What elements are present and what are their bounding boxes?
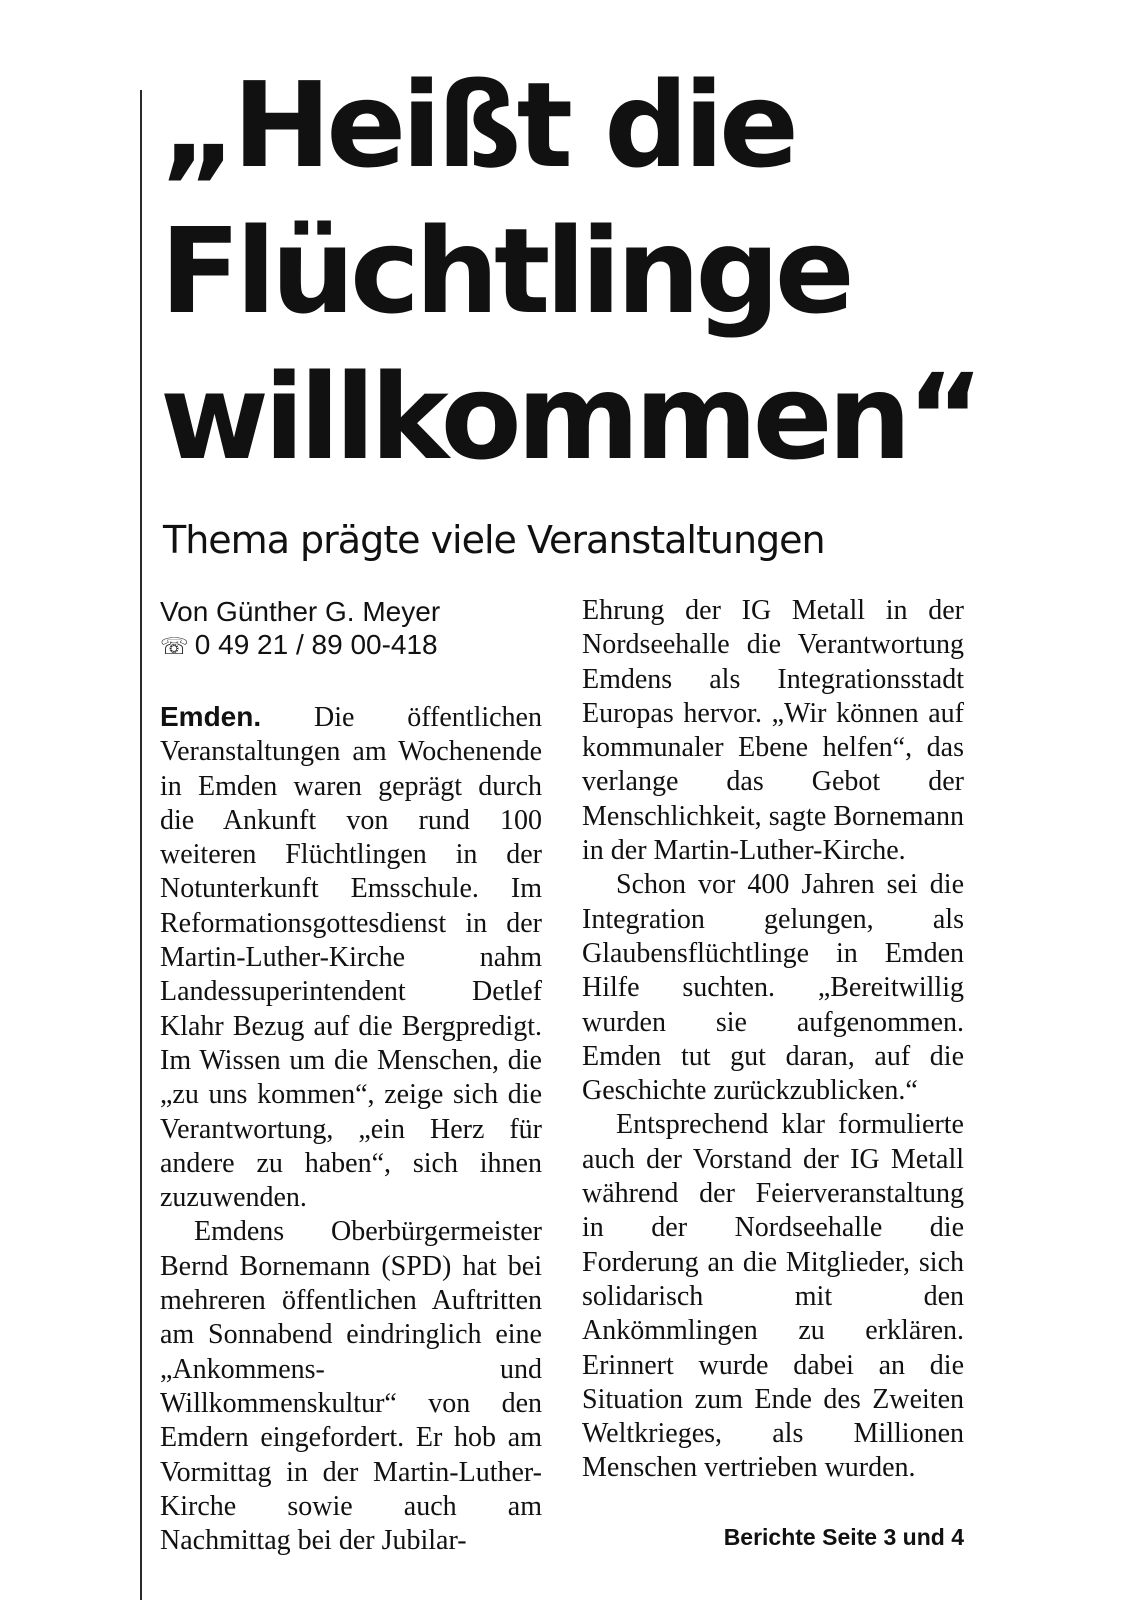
headline [160, 52, 1100, 490]
article-paragraph-1 [160, 700, 542, 1215]
author-name: Von Günther G. Meyer [160, 596, 441, 627]
article-paragraph-3: Schon vor 400 Jahren sei die Integration gelungen, als Glaubensflüchtlinge in Emden Hilfe suchten. „Bereitwillig wurden sie aufgenommen. Emden tut gut daran, auf die Geschichte zurückzublicken.“ [582, 869, 964, 1107]
byline [160, 595, 560, 664]
subheadline: Thema prägte viele Veranstaltungen [163, 518, 825, 562]
article-column-2 [582, 594, 964, 1486]
phone-number: 0 49 21 / 89 00-418 [194, 629, 438, 660]
article-paragraph-4: Entsprechend klar formulierte auch der Vorstand der IG Metall während der Feierveranstaltung in der Nordseehalle die Forderung an die Mitglieder, sich solidarisch mit den Ankömmlingen zu erklären. Erinnert wurde dabei an die Situation zum Ende des Zweiten Weltkrieges, als Millionen Menschen vertrieben wurden. [582, 1109, 964, 1484]
dateline: Emden. [160, 701, 262, 732]
headline-line-2: Flüchtlinge [160, 202, 850, 340]
phone-line [160, 628, 560, 664]
headline-line-3: willkommen“ [160, 348, 980, 486]
paragraph-1-text: Die öffentlichen Veranstaltungen am Wochenende in Emden waren geprägt durch die Ankunft von rund 100 weiteren Flüchtlingen in der Notunterkunft Emsschule. Im Reformationsgottesdienst in der Martin-Luther-Kirche nahm Landessuperintendent Detlef Klahr Bezug auf die Bergpredigt. Im Wissen um die Menschen, die „zu uns kommen“, zeige sich die Verantwortung, „ein Herz für andere zu haben“, sich ihnen zuzuwenden. [160, 702, 542, 1214]
reference-note: Berichte Seite 3 und 4 [723, 1524, 964, 1550]
article-paragraph-2: Emdens Oberbürgermeister Bernd Bornemann (SPD) hat bei mehreren öffentlichen Auftritten am Sonnabend eindringlich eine „Ankommens- und Willkommenskultur“ von den Emdern eingefordert. Er hob am Vormittag in der Martin-Luther-Kirche sowie auch am Nachmittag bei der Jubilar- [160, 1216, 542, 1557]
telephone-icon: ☏ [160, 634, 189, 660]
article-column-1 [160, 700, 542, 1558]
headline-line-1: „Heißt die [160, 56, 795, 194]
article-paragraph-2-continued: Ehrung der IG Metall in der Nordseehalle die Verantwortung Emdens als Integrationsstadt Europas hervor. „Wir können auf kommunaler Ebene helfen“, das verlange das Gebot der Menschlichkeit, sagte Bornemann in der Martin-Luther-Kirche. [582, 595, 964, 867]
column-rule [140, 90, 142, 1600]
